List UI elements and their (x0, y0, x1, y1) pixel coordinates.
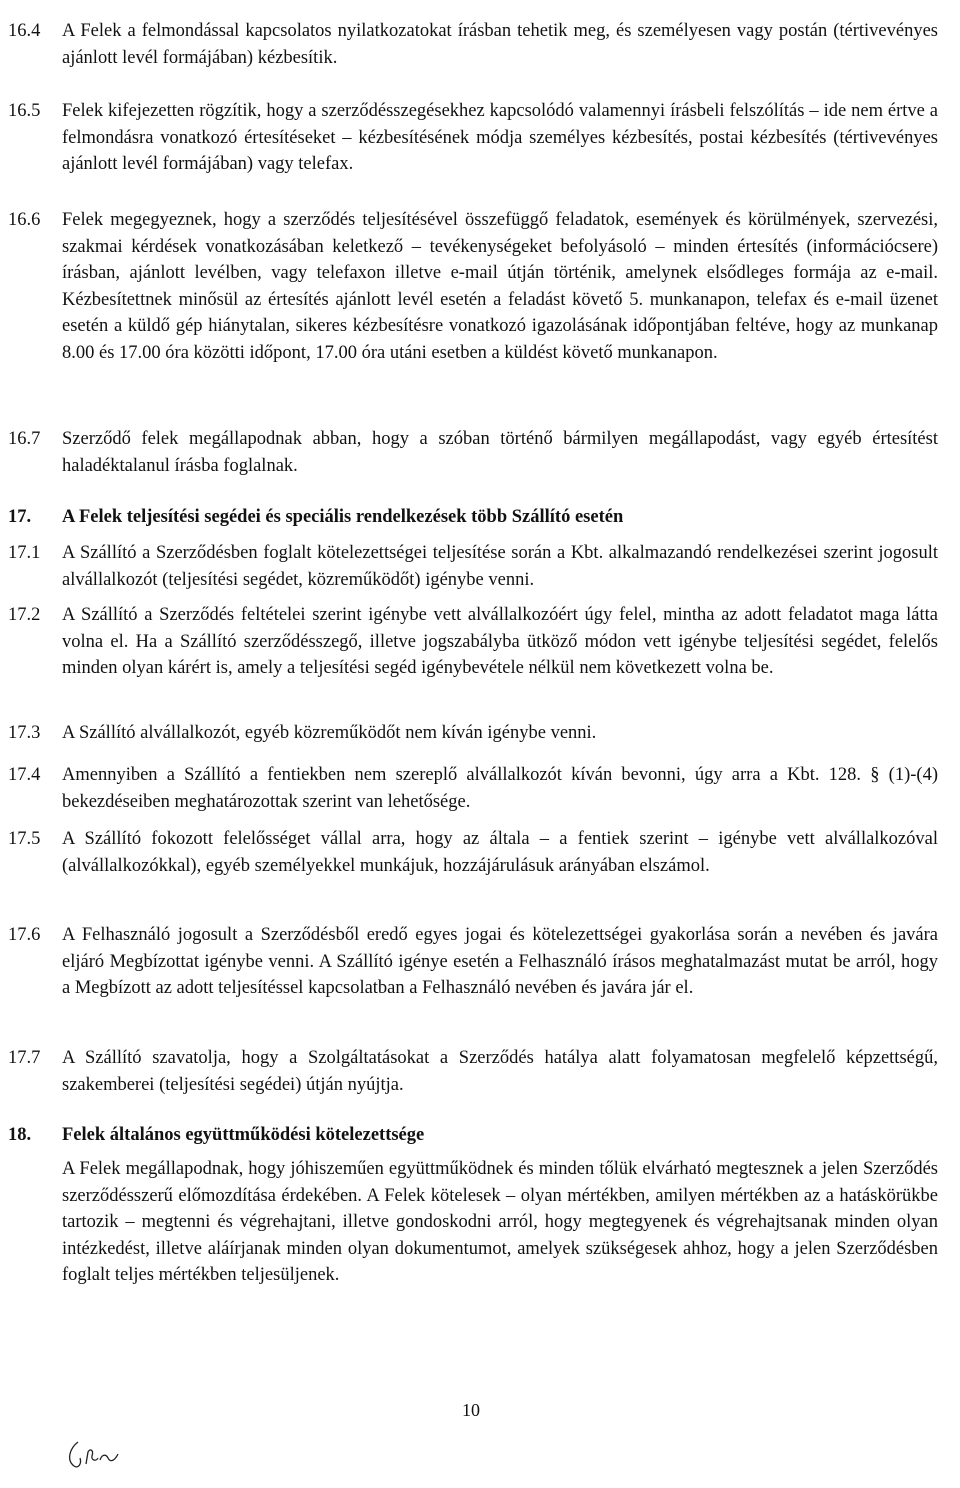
clause-16-7 (8, 426, 938, 479)
handwritten-initials (60, 1434, 130, 1474)
clause-text: A Szállító alvállalkozót, egyéb közreműködőt nem kíván igénybe venni. (62, 723, 597, 743)
clause-number: 17.6 (8, 925, 41, 945)
clause-17-3 (8, 720, 938, 747)
clause-16-4 (8, 18, 938, 71)
clause-number: 17.4 (8, 765, 41, 785)
clause-number: 17.3 (8, 723, 41, 743)
section-18-paragraph: A Felek megállapodnak, hogy jóhiszeműen együttműködnek és minden tőlük elvárható megtesznek a jelen Szerződés szerződésszerű előmozdítása érdekében. A Felek kötelesek – olyan mértékben, amilyen mértékben az a hatáskörükbe tartozik – megtenni és végrehajtani, illetve gondoskodni arról, hogy megtegyenek és végrehajtsanak minden olyan intézkedést, illetve aláírjanak minden olyan dokumentumot, amelyek szükségesek ahhoz, hogy a jelen Szerződésben foglalt teljes mértékben teljesüljenek. (62, 1159, 938, 1285)
clause-17-2 (8, 602, 938, 682)
section-title: A Felek teljesítési segédei és speciális rendelkezések több Szállító esetén (62, 507, 624, 527)
clause-text: A Szállító a Szerződésben foglalt kötelezettségei teljesítése során a Kbt. alkalmazandó rendelkezései szerint jogosult alvállalkozót (teljesítési segédet, közreműködőt) igénybe venni. (62, 543, 938, 590)
section-number: 17. (8, 507, 32, 527)
section-title: Felek általános együttműködési kötelezettsége (62, 1125, 425, 1145)
clause-number: 16.5 (8, 101, 41, 121)
clause-text: A Felek a felmondással kapcsolatos nyilatkozatokat írásban tehetik meg, és személyesen vagy postán (tértivevényes ajánlott levél formájában) kézbesítik. (62, 21, 938, 68)
page-number: 10 (462, 1400, 480, 1420)
clause-17-4 (8, 762, 938, 815)
clause-number: 17.7 (8, 1048, 41, 1068)
clause-text: A Felhasználó jogosult a Szerződésből eredő egyes jogai és kötelezettségei gyakorlása során a nevében és javára eljáró Megbízottat igénybe venni. A Szállító igénye esetén a Felhasználó írásos meghatalmazást mutat be arról, hogy a Megbízott az adott teljesítéssel kapcsolatban a Felhasználó nevében és javára jár el. (62, 925, 938, 998)
section-17-heading (8, 504, 938, 531)
clause-number: 17.5 (8, 829, 41, 849)
clause-17-6 (8, 922, 938, 1002)
clause-number: 17.2 (8, 605, 41, 625)
clause-text: Felek megegyeznek, hogy a szerződés teljesítésével összefüggő feladatok, események és körülmények, szervezési, szakmai kérdések vonatkozásában keletkező – tevékenységeket befolyásoló – minden értesítés (információcsere) írásban, ajánlott levélben, vagy telefaxon illetve e-mail útján történik, amelynek elsődleges formája az e-mail. Kézbesítettnek minősül az értesítés ajánlott levél esetén a feladást követő 5. munkanapon, telefax és e-mail üzenet esetén a küldő gép hiánytalan, sikeres kézbesítésre vonatkozó igazolásának időpontjában feltéve, hogy az munkanap 8.00 és 17.00 óra közötti időpont, 17.00 óra utáni esetben a küldést követő munkanapon. (62, 210, 938, 363)
clause-number: 16.4 (8, 21, 41, 41)
clause-17-5 (8, 826, 938, 879)
clause-16-6 (8, 207, 938, 366)
clause-text: A Szállító a Szerződés feltételei szerint igénybe vett alvállalkozóért úgy felel, mintha az adott feladatot maga látta volna el. Ha a Szállító szerződésszegő, illetve jogszabályba ütköző módon vett igénybe teljesítési segédet, felelős minden olyan kárért is, amely a teljesítési segéd igénybevétele nélkül nem következett volna be. (62, 605, 938, 678)
clause-text: A Szállító szavatolja, hogy a Szolgáltatásokat a Szerződés hatálya alatt folyamatosan megfelelő képzettségű, szakemberei (teljesítési segédei) útján nyújtja. (62, 1048, 938, 1095)
clause-text: Szerződő felek megállapodnak abban, hogy a szóban történő bármilyen megállapodást, vagy egyéb értesítést haladéktalanul írásba foglalnak. (62, 429, 938, 476)
clause-text: Felek kifejezetten rögzítik, hogy a szerződésszegésekhez kapcsolódó valamennyi írásbeli felszólítás – ide nem értve a felmondásra vonatkozó értesítéseket – kézbesítésének módja személyes kézbesítés, postai kézbesítés (tértivevényes ajánlott levél formájában) vagy telefax. (62, 101, 938, 174)
clause-17-1 (8, 540, 938, 593)
clause-number: 16.7 (8, 429, 41, 449)
clause-number: 17.1 (8, 543, 41, 563)
section-18-heading (8, 1122, 938, 1149)
section-number: 18. (8, 1125, 32, 1145)
clause-16-5 (8, 98, 938, 178)
clause-text: Amennyiben a Szállító a fentiekben nem szereplő alvállalkozót kíván bevonni, úgy arra a Kbt. 128. § (1)-(4) bekezdéseiben meghatározottak szerint van lehetősége. (62, 765, 938, 812)
clause-number: 16.6 (8, 210, 41, 230)
clause-text: A Szállító fokozott felelősséget vállal arra, hogy az általa – a fentiek szerint – igénybe vett alvállalkozóval (alvállalkozókkal), egyéb személyekkel munkájuk, hozzájárulásuk arányában elszámol. (62, 829, 938, 876)
clause-17-7 (8, 1045, 938, 1098)
